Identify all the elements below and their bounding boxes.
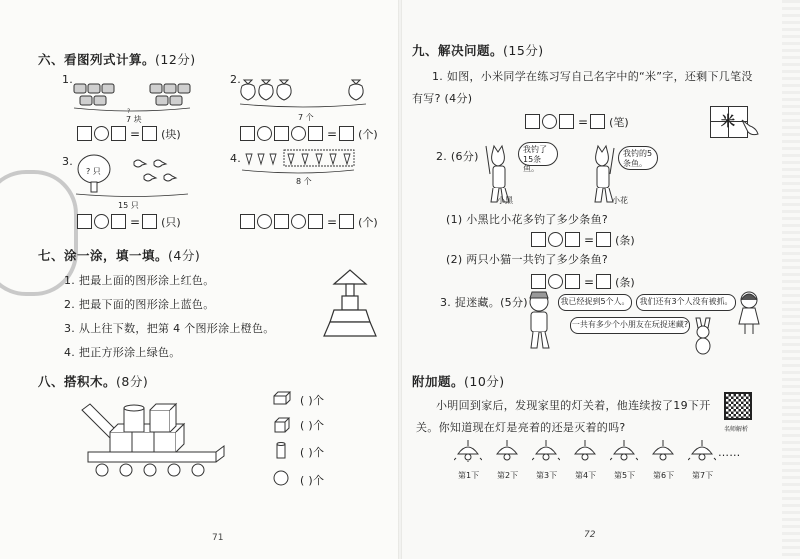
section-7-heading <box>38 246 200 264</box>
answer-box[interactable] <box>240 126 255 141</box>
rabbit-figure <box>690 316 716 356</box>
candy-icon <box>102 84 114 93</box>
q6-1-formula <box>77 123 183 142</box>
wheel-sphere <box>96 464 108 476</box>
section-9-score: (15分) <box>503 43 544 58</box>
section-7-score: (4分) <box>168 248 201 263</box>
block-legend-icons <box>272 390 292 490</box>
q9-1-text-line1: 1. 如图，小米同学在练习写自己名字中的“米”字，还剩下几笔没 <box>432 70 753 83</box>
carrot-icon <box>316 154 322 164</box>
q6-1-number: 1. <box>62 73 74 86</box>
equals-sign: = <box>327 214 338 229</box>
top-triangle-shape <box>334 270 366 284</box>
candy-icon <box>80 96 92 105</box>
svg-text:?: ? <box>127 108 131 114</box>
q6-1-candy-picture <box>72 78 198 114</box>
trapezoid-shape <box>330 310 370 322</box>
operator-circle[interactable] <box>291 126 306 141</box>
section-9-title: 九、解决问题。 <box>412 43 504 58</box>
answer-box[interactable] <box>525 114 540 129</box>
answer-box[interactable] <box>596 274 611 289</box>
speech-bubble-question: 一共有多少个小朋友在玩捉迷藏? <box>570 317 690 334</box>
unit-label: (个) <box>358 215 378 229</box>
girl-figure <box>736 290 762 336</box>
bird-icon <box>164 174 176 181</box>
operator-circle[interactable] <box>257 214 272 229</box>
section-7-title: 七、涂一涂，填一填。 <box>38 248 169 263</box>
section-9-heading <box>412 41 544 59</box>
wheel-sphere <box>144 464 156 476</box>
bird-icon <box>154 160 166 167</box>
answer-box[interactable] <box>142 126 157 141</box>
answer-box[interactable] <box>308 126 323 141</box>
answer-box[interactable] <box>531 232 546 247</box>
operator-circle[interactable] <box>291 214 306 229</box>
answer-box[interactable] <box>308 214 323 229</box>
sec7-item: 3. 从上往下数，把第 4 个图形涂上橙色。 <box>64 322 275 335</box>
equals-sign: = <box>578 114 589 129</box>
lamp-label: 第5下 <box>614 471 636 480</box>
q6-1-total-label: 7 块 <box>126 115 142 124</box>
lamp-label: 第3下 <box>536 471 558 480</box>
qr-code[interactable] <box>724 392 752 420</box>
section-6-score: (12分) <box>155 52 196 67</box>
lamp-icon <box>493 440 521 462</box>
cat2-name: 小花 <box>612 196 628 205</box>
wheel-sphere <box>192 464 204 476</box>
extra-text-line2: 关。你知道现在灯是亮着的还是灭着的吗? <box>416 421 626 434</box>
candy-icon <box>156 96 168 105</box>
sec7-item: 1. 把最上面的图形涂上红色。 <box>64 274 215 287</box>
operator-circle[interactable] <box>542 114 557 129</box>
lamp-icon <box>610 440 638 462</box>
money-bag-icon <box>277 80 291 100</box>
lamp-icon <box>571 440 599 462</box>
cat2-speech-bubble: 我钓的5条鱼。 <box>618 146 658 170</box>
sphere-icon <box>274 471 288 485</box>
cylinder-icon <box>277 444 285 458</box>
lamp-label: 第2下 <box>497 471 519 480</box>
lamp-label: 第7下 <box>692 471 714 480</box>
answer-box[interactable] <box>111 214 126 229</box>
operator-circle[interactable] <box>94 214 109 229</box>
block-count-cuboid[interactable]: ( )个 <box>300 394 325 407</box>
mi-character: 米 <box>721 114 735 130</box>
bird-icon <box>134 160 146 167</box>
unit-label: (个) <box>358 127 378 141</box>
section-6-title: 六、看图列式计算。 <box>38 52 156 67</box>
candy-icon <box>164 84 176 93</box>
equals-sign: = <box>130 214 141 229</box>
lamp-ellipsis: …… <box>718 446 741 459</box>
square-shape <box>342 296 358 310</box>
writing-hand-icon <box>740 118 760 138</box>
operator-circle[interactable] <box>548 232 563 247</box>
section-8-heading <box>38 372 148 390</box>
unit-label: (笔) <box>609 115 629 129</box>
equals-sign: = <box>130 126 141 141</box>
answer-box[interactable] <box>559 114 574 129</box>
page-number-left: 71 <box>212 533 224 543</box>
sec7-item: 2. 把最下面的图形涂上蓝色。 <box>64 298 215 311</box>
money-bag-icon <box>241 80 255 100</box>
answer-box[interactable] <box>77 126 92 141</box>
answer-box[interactable] <box>77 214 92 229</box>
carrot-icon <box>288 154 294 164</box>
seeker-boy-figure <box>522 290 556 352</box>
cube-block <box>132 432 154 452</box>
block-count-sphere[interactable]: ( )个 <box>300 474 325 487</box>
bottom-trapezoid-shape <box>324 322 376 336</box>
carrot-icon <box>330 154 336 164</box>
equals-sign: = <box>584 274 595 289</box>
q9-2-title: 2. (6分) <box>436 150 479 163</box>
equals-sign: = <box>584 232 595 247</box>
q9-3-title: 3. 捉迷藏。(5分) <box>440 296 528 309</box>
candy-icon <box>74 84 86 93</box>
carrot-icon <box>258 154 264 164</box>
candy-icon <box>88 84 100 93</box>
answer-box[interactable] <box>142 214 157 229</box>
q6-4-formula <box>240 211 380 230</box>
q9-2-sub2: (2) 两只小猫一共钓了多少条鱼? <box>446 253 609 266</box>
wheel-sphere <box>168 464 180 476</box>
extra-heading <box>412 372 505 390</box>
candy-icon <box>94 96 106 105</box>
operator-circle[interactable] <box>94 126 109 141</box>
lamp-icon <box>649 440 677 462</box>
shape-tower-figure[interactable] <box>320 268 380 340</box>
cuboid-icon <box>274 392 290 404</box>
block-count-cube[interactable]: ( )个 <box>300 419 325 432</box>
cat1-name: 小黑 <box>497 196 513 205</box>
carrot-icon <box>344 154 350 164</box>
rectangle-shape <box>346 284 354 296</box>
cube-block <box>154 432 176 452</box>
lamp-icon <box>454 440 482 462</box>
carrot-icon <box>270 154 276 164</box>
extra-title: 附加题。 <box>412 374 465 389</box>
operator-circle[interactable] <box>548 274 563 289</box>
money-bag-icon <box>349 80 363 100</box>
page-edge-texture <box>782 0 800 559</box>
q6-3-tree-label: ? 只 <box>86 167 101 176</box>
extra-score: (10分) <box>464 374 505 389</box>
sec7-item: 4. 把正方形涂上绿色。 <box>64 346 181 359</box>
q9-1-text-line2: 有写? (4分) <box>412 92 473 105</box>
q6-4-number: 4. <box>230 152 242 165</box>
cat-icon <box>492 146 505 166</box>
qr-label: 名师解析 <box>724 426 749 433</box>
q6-3-total-label: 15 只 <box>118 201 139 210</box>
speech-bubble-caught: 我已经捉到5个人。 <box>558 294 632 311</box>
money-bag-icon <box>259 80 273 100</box>
answer-box[interactable] <box>596 232 611 247</box>
candy-icon <box>178 84 190 93</box>
q9-2-sub1-formula <box>531 229 637 248</box>
bird-icon <box>144 174 156 181</box>
cat-icon <box>596 146 609 166</box>
answer-box[interactable] <box>274 126 289 141</box>
unit-label: (块) <box>161 127 181 141</box>
speech-bubble-remaining: 我们还有3个人没有被抓。 <box>636 294 736 311</box>
lamp-row <box>454 440 714 486</box>
lamp-icon <box>532 440 560 462</box>
page-number-right: 72 <box>584 530 596 540</box>
candy-icon <box>170 96 182 105</box>
carrot-icon <box>246 154 252 164</box>
answer-box[interactable] <box>274 214 289 229</box>
candy-icon <box>150 84 162 93</box>
section-6-heading <box>38 50 196 68</box>
unit-label: (条) <box>615 233 635 247</box>
cube-block <box>150 410 170 432</box>
block-cart-figure <box>80 402 230 480</box>
q6-4-total-label: 8 个 <box>296 177 312 186</box>
answer-box[interactable] <box>531 274 546 289</box>
section-8-score: (8分) <box>116 374 149 389</box>
lamp-label: 第1下 <box>458 471 480 480</box>
lamp-icon <box>688 440 716 462</box>
book-spine <box>398 0 402 559</box>
q6-2-formula <box>240 123 380 142</box>
carrot-icon <box>302 154 308 164</box>
cylinder-block <box>124 408 144 432</box>
cube-icon <box>275 418 289 432</box>
q6-3-formula <box>77 211 183 230</box>
q6-3-number: 3. <box>62 155 74 168</box>
operator-circle[interactable] <box>257 126 272 141</box>
q9-2-sub2-formula <box>531 271 637 290</box>
block-count-cylinder[interactable]: ( )个 <box>300 446 325 459</box>
answer-box[interactable] <box>339 126 354 141</box>
wheel-sphere <box>120 464 132 476</box>
unit-label: (只) <box>161 215 181 229</box>
section-8-title: 八、搭积木。 <box>38 374 117 389</box>
cube-block <box>110 432 132 452</box>
cat1-speech-bubble: 我钓了15条鱼。 <box>518 142 558 166</box>
q9-1-formula <box>525 111 631 130</box>
q6-2-number: 2. <box>230 73 242 86</box>
q6-2-total-label: 7 个 <box>298 113 314 122</box>
lamp-label: 第6下 <box>653 471 675 480</box>
answer-box[interactable] <box>111 126 126 141</box>
equals-sign: = <box>327 126 338 141</box>
answer-box[interactable] <box>565 232 580 247</box>
q9-2-sub1: (1) 小黑比小花多钓了多少条鱼? <box>446 213 609 226</box>
unit-label: (条) <box>615 275 635 289</box>
answer-box[interactable] <box>339 214 354 229</box>
answer-box[interactable] <box>240 214 255 229</box>
answer-box[interactable] <box>590 114 605 129</box>
q6-2-bag-picture <box>238 76 368 112</box>
answer-box[interactable] <box>565 274 580 289</box>
lamp-label: 第4下 <box>575 471 597 480</box>
extra-text-line1: 小明回到家后，发现家里的灯关着，他连续按了19下开 <box>436 399 711 412</box>
